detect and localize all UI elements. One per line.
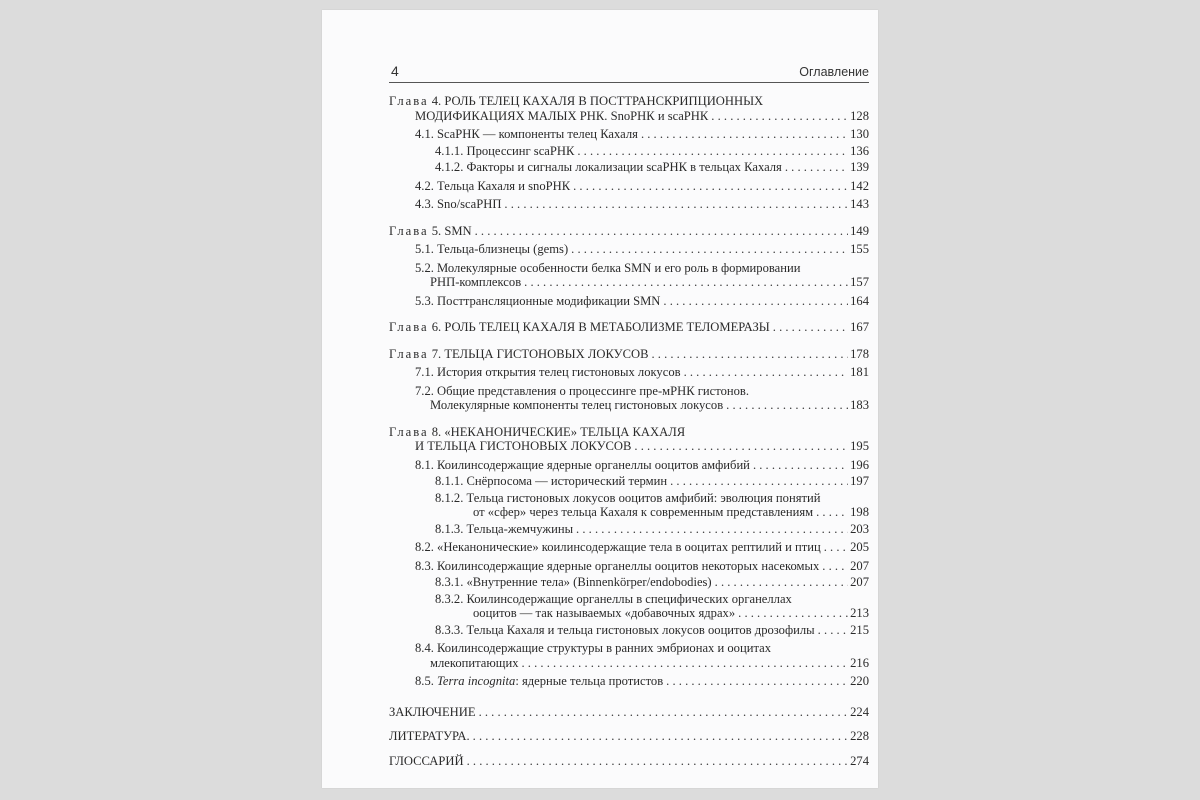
page-number: 4 [391,63,399,79]
toc-item-8-1-3[interactable] [389,522,869,537]
item-title: 8.1.1. Снёрпосома — исторический термин [435,474,668,488]
page-ref: 157 [850,275,869,289]
toc-conclusion[interactable] [389,705,869,720]
toc-chapter-5[interactable] [389,224,869,239]
page-ref: 207 [850,558,869,573]
page-ref: 143 [850,197,869,211]
page-ref: 181 [850,365,869,379]
leader-dots [573,179,848,194]
item-title: 8.3.1. «Внутренние тела» (Binnenkörper/endobodies) [435,575,712,589]
toc-item-4-3[interactable] [389,197,869,212]
chapter-label: Глава [389,424,429,439]
toc-item-8-2[interactable] [389,540,869,555]
leader-dots [473,729,848,744]
page-ref: 274 [850,753,869,768]
item-title: ЗАКЛЮЧЕНИЕ [389,704,476,719]
page-ref: 196 [850,457,869,472]
table-of-contents [389,88,869,768]
leader-dots [475,224,848,239]
chapter-title: 7. ТЕЛЬЦА ГИСТОНОВЫХ ЛОКУСОВ [431,346,649,361]
item-title: 8.3. Коилинсодержащие ядерные органеллы ооцитов некоторых насекомых [415,558,820,573]
item-title-cont: Молекулярные компоненты телец гистоновых локусов [430,398,724,412]
leader-dots [576,522,848,537]
leader-dots [684,365,849,380]
leader-dots [824,540,848,555]
chapter-title: 5. SMN [431,223,472,238]
page-ref: 197 [850,474,869,488]
page-ref: 149 [850,223,869,238]
leader-dots [670,474,848,489]
leader-dots [726,398,848,413]
page-ref: 205 [850,540,869,554]
leader-dots [634,439,848,454]
item-title: 7.1. История открытия телец гистоновых локусов [415,365,681,379]
chapter-title-cont: И ТЕЛЬЦА ГИСТОНОВЫХ ЛОКУСОВ [415,439,632,453]
item-title: 4.2. Тельца Кахаля и snoРНК [415,178,571,193]
item-title-cont: ооцитов — так называемых «добавочных ядрах» [473,606,736,620]
toc-item-8-1-1[interactable] [389,474,869,489]
page-ref: 178 [850,346,869,361]
item-title: ЛИТЕРАТУРА. [389,729,470,743]
page-ref: 213 [850,606,869,620]
toc-item-4-2[interactable] [389,179,869,194]
item-title: 8.3.2. Коилинсодержащие органеллы в специфических органеллах [435,591,792,606]
item-title: ГЛОССАРИЙ [389,753,464,768]
page-ref: 142 [850,178,869,193]
leader-dots [504,197,848,212]
toc-chapter-6[interactable] [389,320,869,335]
page-ref: 164 [850,293,869,308]
page-ref: 220 [850,674,869,688]
item-title: 4.3. Sno/scaРНП [415,197,502,211]
leader-dots [663,294,848,309]
item-title: 7.2. Общие представления о процессинге пре-мРНК гистонов. [415,383,750,398]
toc-item-8-3-2[interactable] [389,592,869,621]
toc-item-8-3[interactable] [389,559,869,574]
page-ref: 136 [850,143,869,158]
page-ref: 216 [850,655,869,670]
page-ref: 155 [850,242,869,256]
leader-dots [524,275,848,290]
toc-item-8-1[interactable] [389,458,869,473]
toc-item-4-1-2[interactable] [389,160,869,175]
item-title: 4.1.1. Процессинг scaРНК [435,143,575,158]
toc-chapter-7[interactable] [389,347,869,362]
toc-item-4-1-1[interactable] [389,144,869,159]
item-title: : ядерные тельца протистов [515,674,664,688]
leader-dots [785,160,848,175]
item-title: 8.1.2. Тельца гистоновых локусов ооцитов амфибий: эволюция понятий [435,490,821,505]
page-ref: 207 [850,575,869,589]
running-head [389,62,869,83]
page-ref: 228 [850,729,869,743]
leader-dots [522,656,849,671]
running-title: Оглавление [799,65,869,79]
item-title-cont: от «сфер» через тельца Кахаля к современным представлениям [473,505,814,519]
toc-item-8-5[interactable] [389,674,869,689]
item-title-cont: млекопитающих [430,655,519,670]
page-ref: 130 [850,127,869,141]
toc-item-8-3-1[interactable] [389,575,869,590]
toc-item-8-3-3[interactable] [389,623,869,638]
page-ref: 139 [850,160,869,174]
toc-item-7-2[interactable] [389,384,869,413]
leader-dots [738,606,848,621]
item-title: 8.1. Коилинсодержащие ядерные органеллы ооцитов амфибий [415,457,750,472]
chapter-title: 8. «НЕКАНОНИЧЕСКИЕ» ТЕЛЬЦА КАХАЛЯ [431,424,686,439]
leader-dots [467,754,849,769]
chapter-title: 6. РОЛЬ ТЕЛЕЦ КАХАЛЯ В МЕТАБОЛИЗМЕ ТЕЛОМЕРАЗЫ [431,320,770,334]
page-ref: 215 [850,622,869,637]
chapter-label: Глава [389,320,429,334]
page-ref: 198 [850,505,869,519]
page-ref: 203 [850,521,869,536]
item-number: 8.5. [415,674,438,688]
toc-chapter-4[interactable] [389,94,869,123]
leader-dots [571,242,848,257]
toc-item-8-4[interactable] [389,641,869,670]
leader-dots [577,144,848,159]
toc-item-5-1[interactable] [389,242,869,257]
page-ref: 128 [850,108,869,123]
leader-dots [816,505,848,520]
item-title-cont: РНП-комплексов [430,275,522,289]
leader-dots [818,623,848,638]
toc-item-4-1[interactable] [389,127,869,142]
leader-dots [822,559,848,574]
leader-dots [753,458,848,473]
chapter-label: Глава [389,94,429,108]
page-ref: 195 [850,439,869,453]
item-title: 5.3. Посттрансляционные модификации SMN [415,293,661,308]
leader-dots [479,705,849,720]
leader-dots [651,347,848,362]
leader-dots [715,575,848,590]
item-title-italic: Terra incognita [437,674,516,688]
toc-item-5-3[interactable] [389,294,869,309]
leader-dots [666,674,848,689]
leader-dots [711,109,848,124]
toc-references[interactable] [389,729,869,744]
item-title: 4.1.2. Факторы и сигналы локализации scaРНК в тельцах Кахаля [435,160,782,174]
item-title: 8.3.3. Тельца Кахаля и тельца гистоновых локусов ооцитов дрозофилы [435,622,815,637]
toc-item-7-1[interactable] [389,365,869,380]
leader-dots [641,127,848,142]
toc-chapter-8[interactable] [389,425,869,454]
item-title: 8.2. «Неканонические» коилинсодержащие тела в ооцитах рептилий и птиц [415,540,821,554]
book-page [322,10,878,788]
chapter-label: Глава [389,346,429,361]
toc-item-5-2[interactable] [389,261,869,290]
leader-dots [773,320,848,335]
toc-glossary[interactable] [389,754,869,769]
toc-item-8-1-2[interactable] [389,491,869,520]
page-ref: 167 [850,320,869,334]
page-ref: 183 [850,398,869,412]
item-title: 8.1.3. Тельца-жемчужины [435,521,574,536]
chapter-title: 4. РОЛЬ ТЕЛЕЦ КАХАЛЯ В ПОСТТРАНСКРИПЦИОННЫХ [431,94,764,108]
page-ref: 224 [850,704,869,719]
item-title: 8.4. Коилинсодержащие структуры в ранних эмбрионах и ооцитах [415,641,771,655]
item-title: 4.1. ScaРНК — компоненты телец Кахаля [415,127,638,141]
item-title: 5.2. Молекулярные особенности белка SMN и его роль в формировании [415,260,801,275]
chapter-title-cont: МОДИФИКАЦИЯХ МАЛЫХ РНК. SnoРНК и scaРНК [415,108,709,123]
item-title: 5.1. Тельца-близнецы (gems) [415,242,569,256]
chapter-label: Глава [389,223,429,238]
